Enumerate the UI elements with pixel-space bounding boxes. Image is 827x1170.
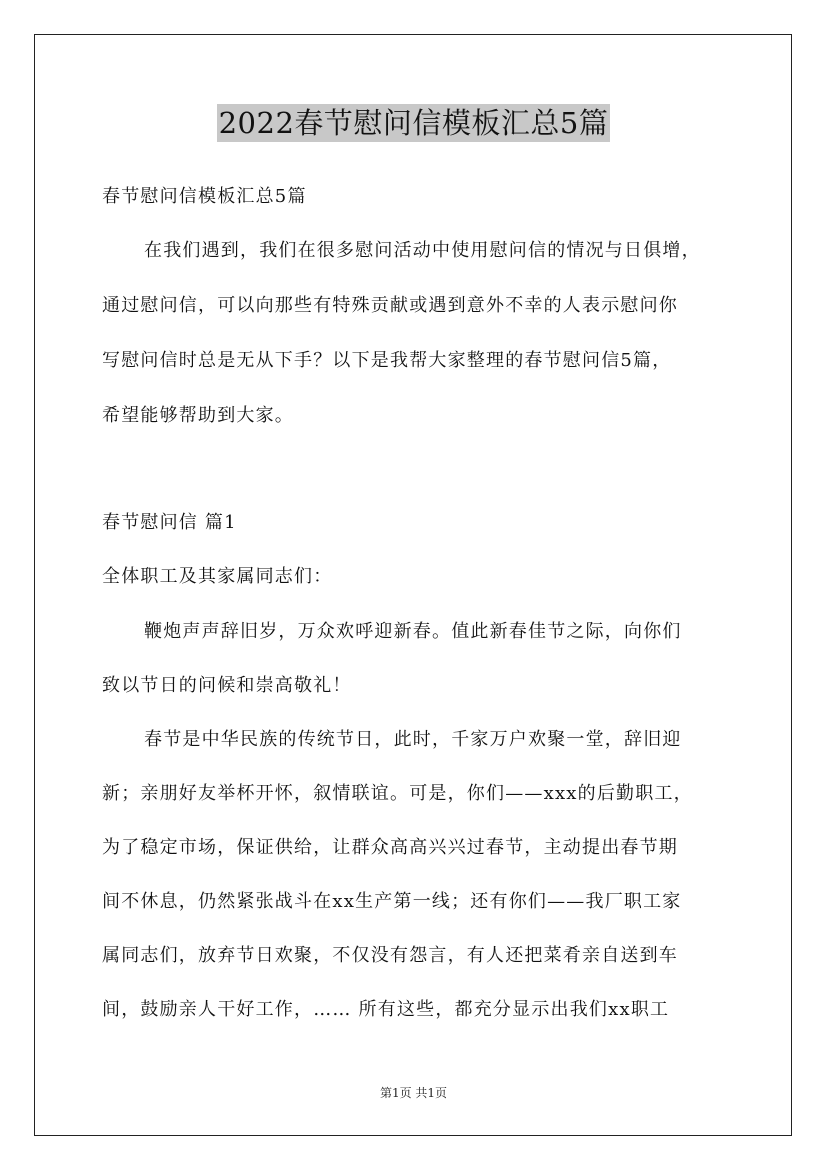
body-line-8: 间，鼓励亲人干好工作，…… 所有这些，都充分显示出我们xx职工 — [102, 999, 670, 1020]
document-subtitle: 春节慰问信模板汇总5篇 — [102, 186, 307, 207]
body-line-2: 致以节日的问候和崇高敬礼！ — [102, 675, 352, 696]
body-line-6: 间不休息，仍然紧张战斗在xx生产第一线；还有你们——我厂职工家 — [102, 891, 682, 912]
intro-line-4: 希望能够帮助到大家。 — [102, 405, 294, 426]
body-line-5: 为了稳定市场，保证供给，让群众高高兴兴过春节，主动提出春节期 — [102, 837, 678, 858]
body-line-7: 属同志们，放弃节日欢聚，不仅没有怨言，有人还把菜肴亲自送到车 — [102, 945, 678, 966]
page-footer: 第1页 共1页 — [379, 1086, 448, 1100]
intro-line-3: 写慰问信时总是无从下手？以下是我帮大家整理的春节慰问信5篇， — [102, 350, 672, 371]
document-title: 2022春节慰问信模板汇总5篇 — [218, 106, 609, 140]
salutation: 全体职工及其家属同志们： — [102, 566, 333, 587]
body-line-1: 鞭炮声声辞旧岁，万众欢呼迎新春。值此新春佳节之际，向你们 — [144, 621, 682, 642]
intro-line-1: 在我们遇到，我们在很多慰问活动中使用慰问信的情况与日俱增， — [144, 240, 701, 261]
body-line-4: 新；亲朋好友举杯开怀，叙情联谊。可是，你们——xxx的后勤职工， — [102, 783, 693, 804]
intro-line-2: 通过慰问信，可以向那些有特殊贡献或遇到意外不幸的人表示慰问你 — [102, 295, 678, 316]
title-container — [0, 104, 827, 142]
body-line-3: 春节是中华民族的传统节日，此时，千家万户欢聚一堂，辞旧迎 — [144, 729, 682, 750]
section-heading: 春节慰问信 篇1 — [102, 512, 237, 533]
